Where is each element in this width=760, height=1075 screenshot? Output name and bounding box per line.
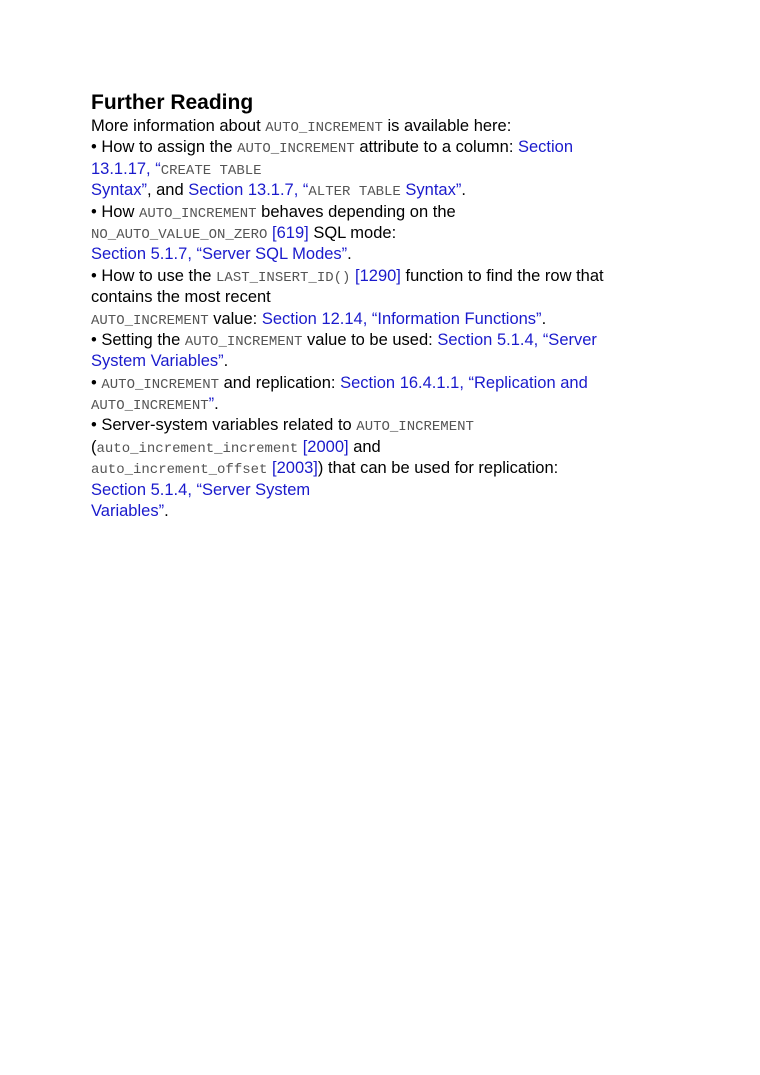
- body-text: value:: [208, 309, 262, 328]
- text-line: [91, 266, 691, 287]
- body-text: (: [91, 437, 97, 456]
- code-literal: AUTO_INCREMENT: [138, 205, 257, 222]
- code-literal: auto_increment_offset: [91, 462, 268, 479]
- further-reading-text: [91, 116, 691, 522]
- cross-reference-link[interactable]: Section 16.4.1.1, “Replication and: [340, 373, 588, 392]
- body-text: .: [461, 181, 466, 200]
- code-literal: AUTO_INCREMENT: [356, 419, 474, 436]
- code-literal: AUTO_INCREMENT: [91, 312, 209, 329]
- code-literal: NO_AUTO_VALUE_ON_ZERO: [91, 226, 268, 243]
- body-text: •: [91, 373, 102, 392]
- body-text: • Server-system variables related to: [91, 416, 357, 435]
- cross-reference-link[interactable]: Syntax”: [91, 181, 147, 200]
- body-text: .: [541, 309, 547, 328]
- cross-reference-link[interactable]: Section 5.1.4, “Server: [437, 330, 597, 349]
- cross-reference-link[interactable]: Section 12.14, “Information Functions”: [261, 309, 542, 328]
- body-text: and: [348, 437, 381, 456]
- text-line: [91, 244, 691, 265]
- text-line: [91, 373, 691, 394]
- text-line: [91, 480, 691, 501]
- text-line: [91, 137, 691, 158]
- code-literal: CREATE TABLE: [160, 162, 262, 179]
- body-text: SQL mode:: [308, 223, 397, 242]
- document-page: [91, 90, 691, 522]
- body-text: • How: [91, 202, 139, 221]
- cross-reference-link[interactable]: 13.1.17, “: [91, 159, 161, 178]
- body-text: attribute to a column:: [354, 138, 518, 157]
- text-line: [91, 458, 691, 479]
- text-line: [91, 415, 691, 436]
- body-text: contains the most recent: [91, 288, 271, 307]
- code-literal: AUTO_INCREMENT: [101, 376, 219, 393]
- code-literal: AUTO_INCREMENT: [91, 398, 209, 415]
- body-text: and replication:: [219, 373, 341, 392]
- cross-reference-link[interactable]: [2003]: [267, 459, 318, 478]
- body-text: , and: [146, 181, 189, 200]
- cross-reference-link[interactable]: ”: [208, 395, 215, 414]
- cross-reference-link[interactable]: [619]: [267, 223, 309, 242]
- body-text: is available here:: [382, 117, 512, 135]
- text-line: [91, 180, 691, 201]
- code-literal: auto_increment_increment: [96, 440, 299, 457]
- cross-reference-link[interactable]: Variables”: [91, 502, 165, 521]
- text-line: [91, 159, 691, 180]
- cross-reference-link[interactable]: [1290]: [350, 266, 401, 285]
- body-text: ) that can be used for replication:: [317, 459, 559, 478]
- body-text: • How to assign the: [91, 138, 238, 157]
- text-line: [91, 202, 691, 223]
- text-line: [91, 394, 691, 415]
- code-literal: AUTO_INCREMENT: [237, 141, 355, 158]
- text-line: [91, 501, 691, 522]
- text-line: [91, 437, 691, 458]
- text-line: [91, 351, 691, 372]
- text-line: [91, 287, 691, 308]
- body-text: .: [223, 352, 229, 371]
- cross-reference-link[interactable]: Section 13.1.7, “: [188, 181, 309, 200]
- body-text: More information about: [91, 117, 266, 135]
- body-text: .: [214, 395, 219, 414]
- cross-reference-link[interactable]: Syntax”: [400, 181, 462, 200]
- body-text: function to find the row that: [400, 266, 604, 285]
- cross-reference-link[interactable]: Section: [518, 138, 574, 157]
- cross-reference-link[interactable]: Section 5.1.7, “Server SQL Modes”: [91, 245, 348, 264]
- body-text: .: [347, 245, 352, 264]
- section-heading: Further Reading: [91, 91, 254, 114]
- text-line: [91, 223, 691, 244]
- text-line: [91, 330, 691, 351]
- body-text: value to be used:: [302, 330, 438, 349]
- code-literal: AUTO_INCREMENT: [265, 120, 383, 136]
- text-line: [91, 309, 691, 330]
- text-line: [91, 116, 691, 137]
- cross-reference-link[interactable]: Section 5.1.4, “Server System: [91, 480, 311, 499]
- body-text: .: [164, 502, 169, 521]
- code-literal: LAST_INSERT_ID(): [216, 269, 351, 286]
- body-text: behaves depending on the: [256, 202, 456, 221]
- body-text: • How to use the: [91, 266, 217, 285]
- code-literal: AUTO_INCREMENT: [184, 333, 303, 350]
- code-literal: ALTER TABLE: [308, 184, 401, 201]
- cross-reference-link[interactable]: System Variables”: [91, 352, 224, 371]
- cross-reference-link[interactable]: [2000]: [298, 437, 349, 456]
- body-text: • Setting the: [91, 330, 185, 349]
